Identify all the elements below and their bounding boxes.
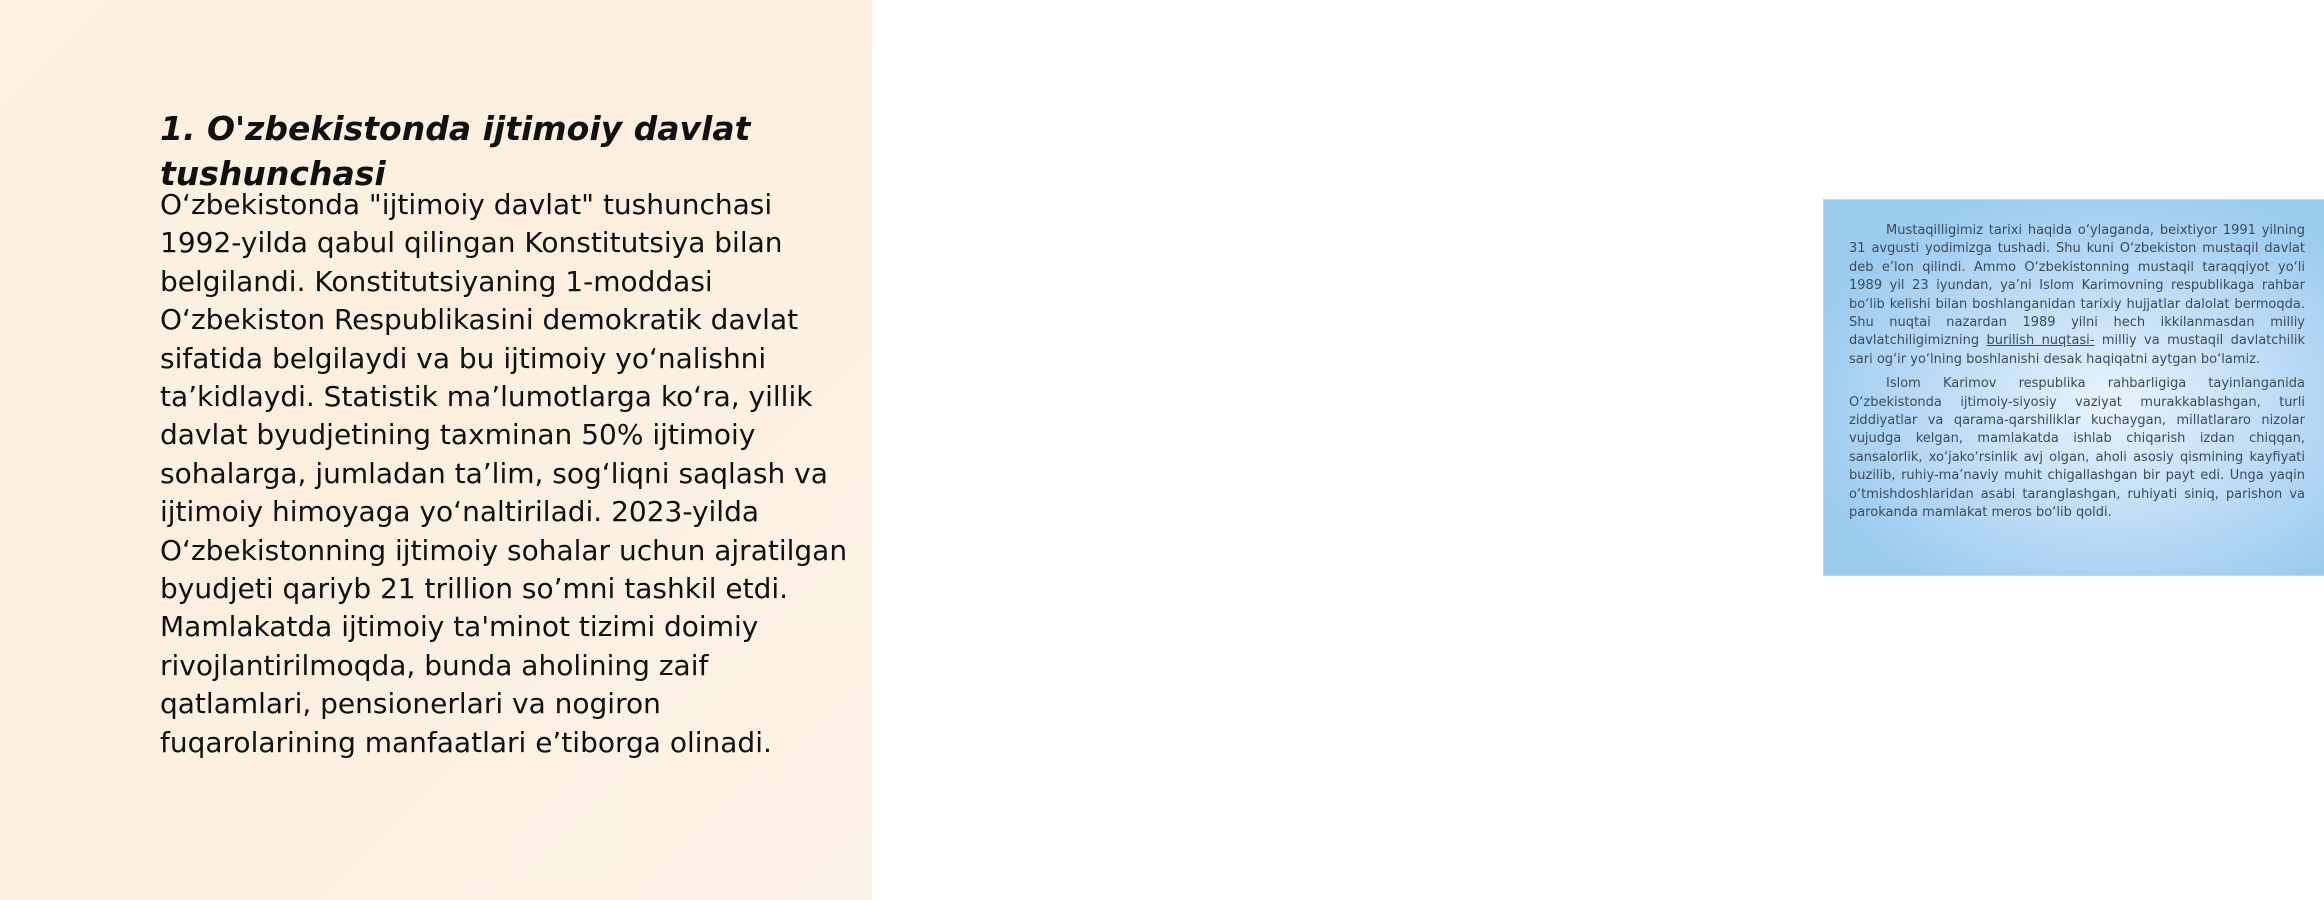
scan-paragraph-2: Islom Karimov respublika rahbarligiga tayinlanganida O‘zbekistonda ijtimoiy-siyosiy vaziyat murakkablashgan, turli ziddiyatlar va qarama-qarshiliklar kuchaygan, millatlararo nizolar vujudga kelgan, mamlakatda ishlab chiqarish izdan chiqqan, sansalorlik, xo‘jako‘rsinlik avj olgan, aholi asosiy qismining kayfiyati buzilib, ruhiy-ma’naviy muhit chigallashgan bir payt edi. Unga yaqin o‘tmishdoshlaridan asabi taranglashgan, ruhiyati siniq, parishon va parokanda mamlakat meros bo‘lib qoldi. <box>1849 376 2305 521</box>
scan-paragraph-1 <box>1849 222 2305 369</box>
slide-body-text: O‘zbekistonda "ijtimoiy davlat" tushunchasi 1992-yilda qabul qilingan Konstitutsiya bilan belgilandi. Konstitutsiyaning 1-moddasi O‘zbekiston Respublikasini demokratik davlat sifatida belgilaydi va bu ijtimoiy yo‘nalishni ta’kidlaydi. Statistik ma’lumotlarga ko‘ra, yillik davlat byudjetining taxminan 50% ijtimoiy sohalarga, jumladan ta’lim, sog‘liqni saqlash va ijtimoiy himoyaga yo‘naltiriladi. 2023-yilda O‘zbekistonning ijtimoiy sohalar uchun ajratilgan byudjeti qariyb 21 trillion so’mni tashkil etdi. Mamlakatda ijtimoiy ta'minot tizimi doimiy rivojlantirilmoqda, bunda aholining zaif qatlamlari, pensionerlari va nogiron fuqarolarining manfaatlari e’tiborga olinadi. <box>160 188 848 759</box>
scan-paragraph-1-start: Mustaqilligimiz tarixi haqida o‘ylaganda, beixtiyor 1991 yilning 31 avgusti yodimizga tushadi. Shu kuni O‘zbekiston mustaqil davlat deb e’lon qilindi. Ammo O‘zbekistonning mustaqil taraqqiyot yo‘li 1989 yil 23 iyundan, ya’ni Islom Karimovning respublikaga rahbar bo‘lib kelishi bilan boshlanganidan tarixiy hujjatlar dalolat bermoqda. Shu nuqtai nazardan 1989 yilni hech ikkilanmasdan milliy davlatchiligimizning <box>1849 223 2305 349</box>
scanned-text-image <box>1824 200 2324 575</box>
scan-underlined-phrase: burilish nuqtasi- <box>1986 333 2095 349</box>
text-panel <box>0 0 872 900</box>
slide-title: 1. O'zbekistonda ijtimoiy davlat tushunchasi <box>160 109 751 193</box>
image-panel <box>872 0 2306 900</box>
scan-paragraph-1-end: milliy va mustaqil davlatchilik sari og‘ir yo‘lning boshlanishi desak haqiqatni aytgan bo‘lamiz. <box>1849 333 2306 367</box>
